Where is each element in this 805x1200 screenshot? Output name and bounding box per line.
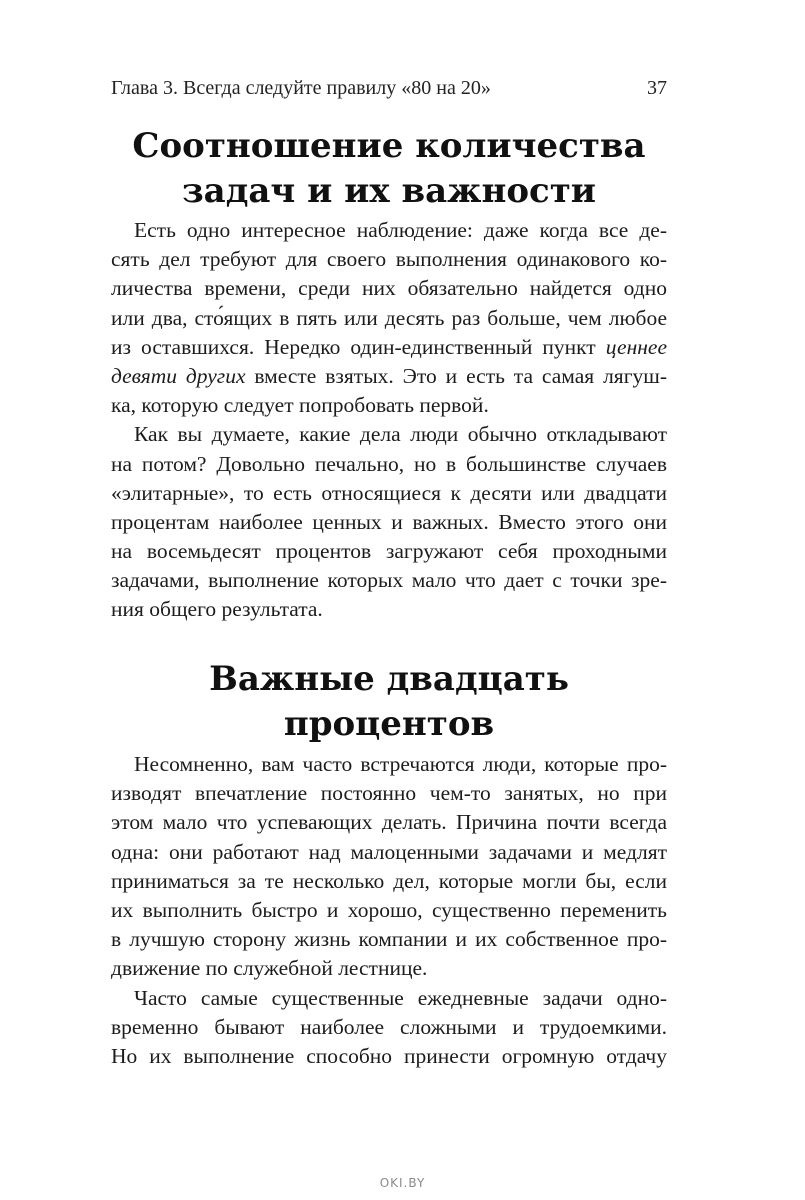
chapter-title: Глава 3. Всегда следуйте правилу «80 на 20» [111,77,491,99]
text-line: Есть одно интересное наблюдение: даже когда все де- [134,218,667,242]
emphasis-text: девяти других [111,363,246,388]
page-number: 37 [647,77,667,99]
text-line: сять дел требуют для своего выполнения одинакового ко- [111,247,667,272]
text-line: или два, сто́ящих в пять или десять раз больше, чем любое [111,305,667,330]
text-line: ка, которую следует попробовать первой. [111,393,489,418]
text-line: ния общего результата. [111,597,323,622]
text-line: этом мало что успевающих делать. Причина почти всегда [111,810,667,835]
text-line: «элитарные», то есть относящиеся к десяти или двадцати [111,480,667,505]
section-heading-1 [111,124,667,214]
text-line: личества времени, среди них обязательно найдется одно [111,276,667,301]
emphasis-text: ценнее [605,334,667,359]
text-line: в лучшую сторону жизнь компании и их собственное про- [111,927,667,952]
text-line: Несомненно, вам часто встречаются люди, которые про- [134,752,667,776]
heading-line: процентов [283,704,495,744]
text-line: процентам наиболее ценных и важных. Вместо этого они [111,509,667,534]
text-line: Часто самые существенные ежедневные задачи одно- [134,985,667,1010]
text-line: Но их выполнение способно принести огромную отдачу [111,1043,667,1068]
section-heading-2 [111,657,667,747]
text-line [111,362,667,391]
heading-line: Соотношение количества [132,126,646,166]
paragraph [111,984,667,1072]
text-line: на потом? Довольно печально, но в большинстве случаев [111,451,667,476]
paragraph [111,750,667,984]
section-1-body [111,216,667,625]
heading-line: Важные двадцать [209,659,569,699]
text-line: одна: они работают над малоценными задачами и медлят [111,839,667,864]
site-watermark: OKI.BY [379,1176,426,1190]
text-line: задачами, выполнение которых мало что дает с точки зре- [111,568,667,593]
text-line: приниматься за те несколько дел, которые могли бы, если [111,868,667,893]
text-line: временно бывают наиболее сложными и трудоемкими. [111,1014,667,1039]
section-2-body [111,750,667,1071]
text-run: вместе взятых. Это и есть та самая лягуш- [245,363,667,388]
text-line: Как вы думаете, какие дела люди обычно откладывают [134,422,667,447]
heading-line: задач и их важности [181,171,597,211]
text-line: изводят впечатление постоянно чем-то занятых, но при [111,781,667,806]
paragraph [111,420,667,624]
running-head [111,76,667,100]
text-line: на восемьдесят процентов загружают себя проходными [111,539,667,564]
text-line: движение по служебной лестнице. [111,956,428,981]
text-line [111,333,667,362]
text-run: из оставшихся. Нередко один-единственный пункт [111,334,606,359]
text-line: их выполнить быстро и хорошо, существенно переменить [111,897,667,922]
paragraph [111,216,667,420]
